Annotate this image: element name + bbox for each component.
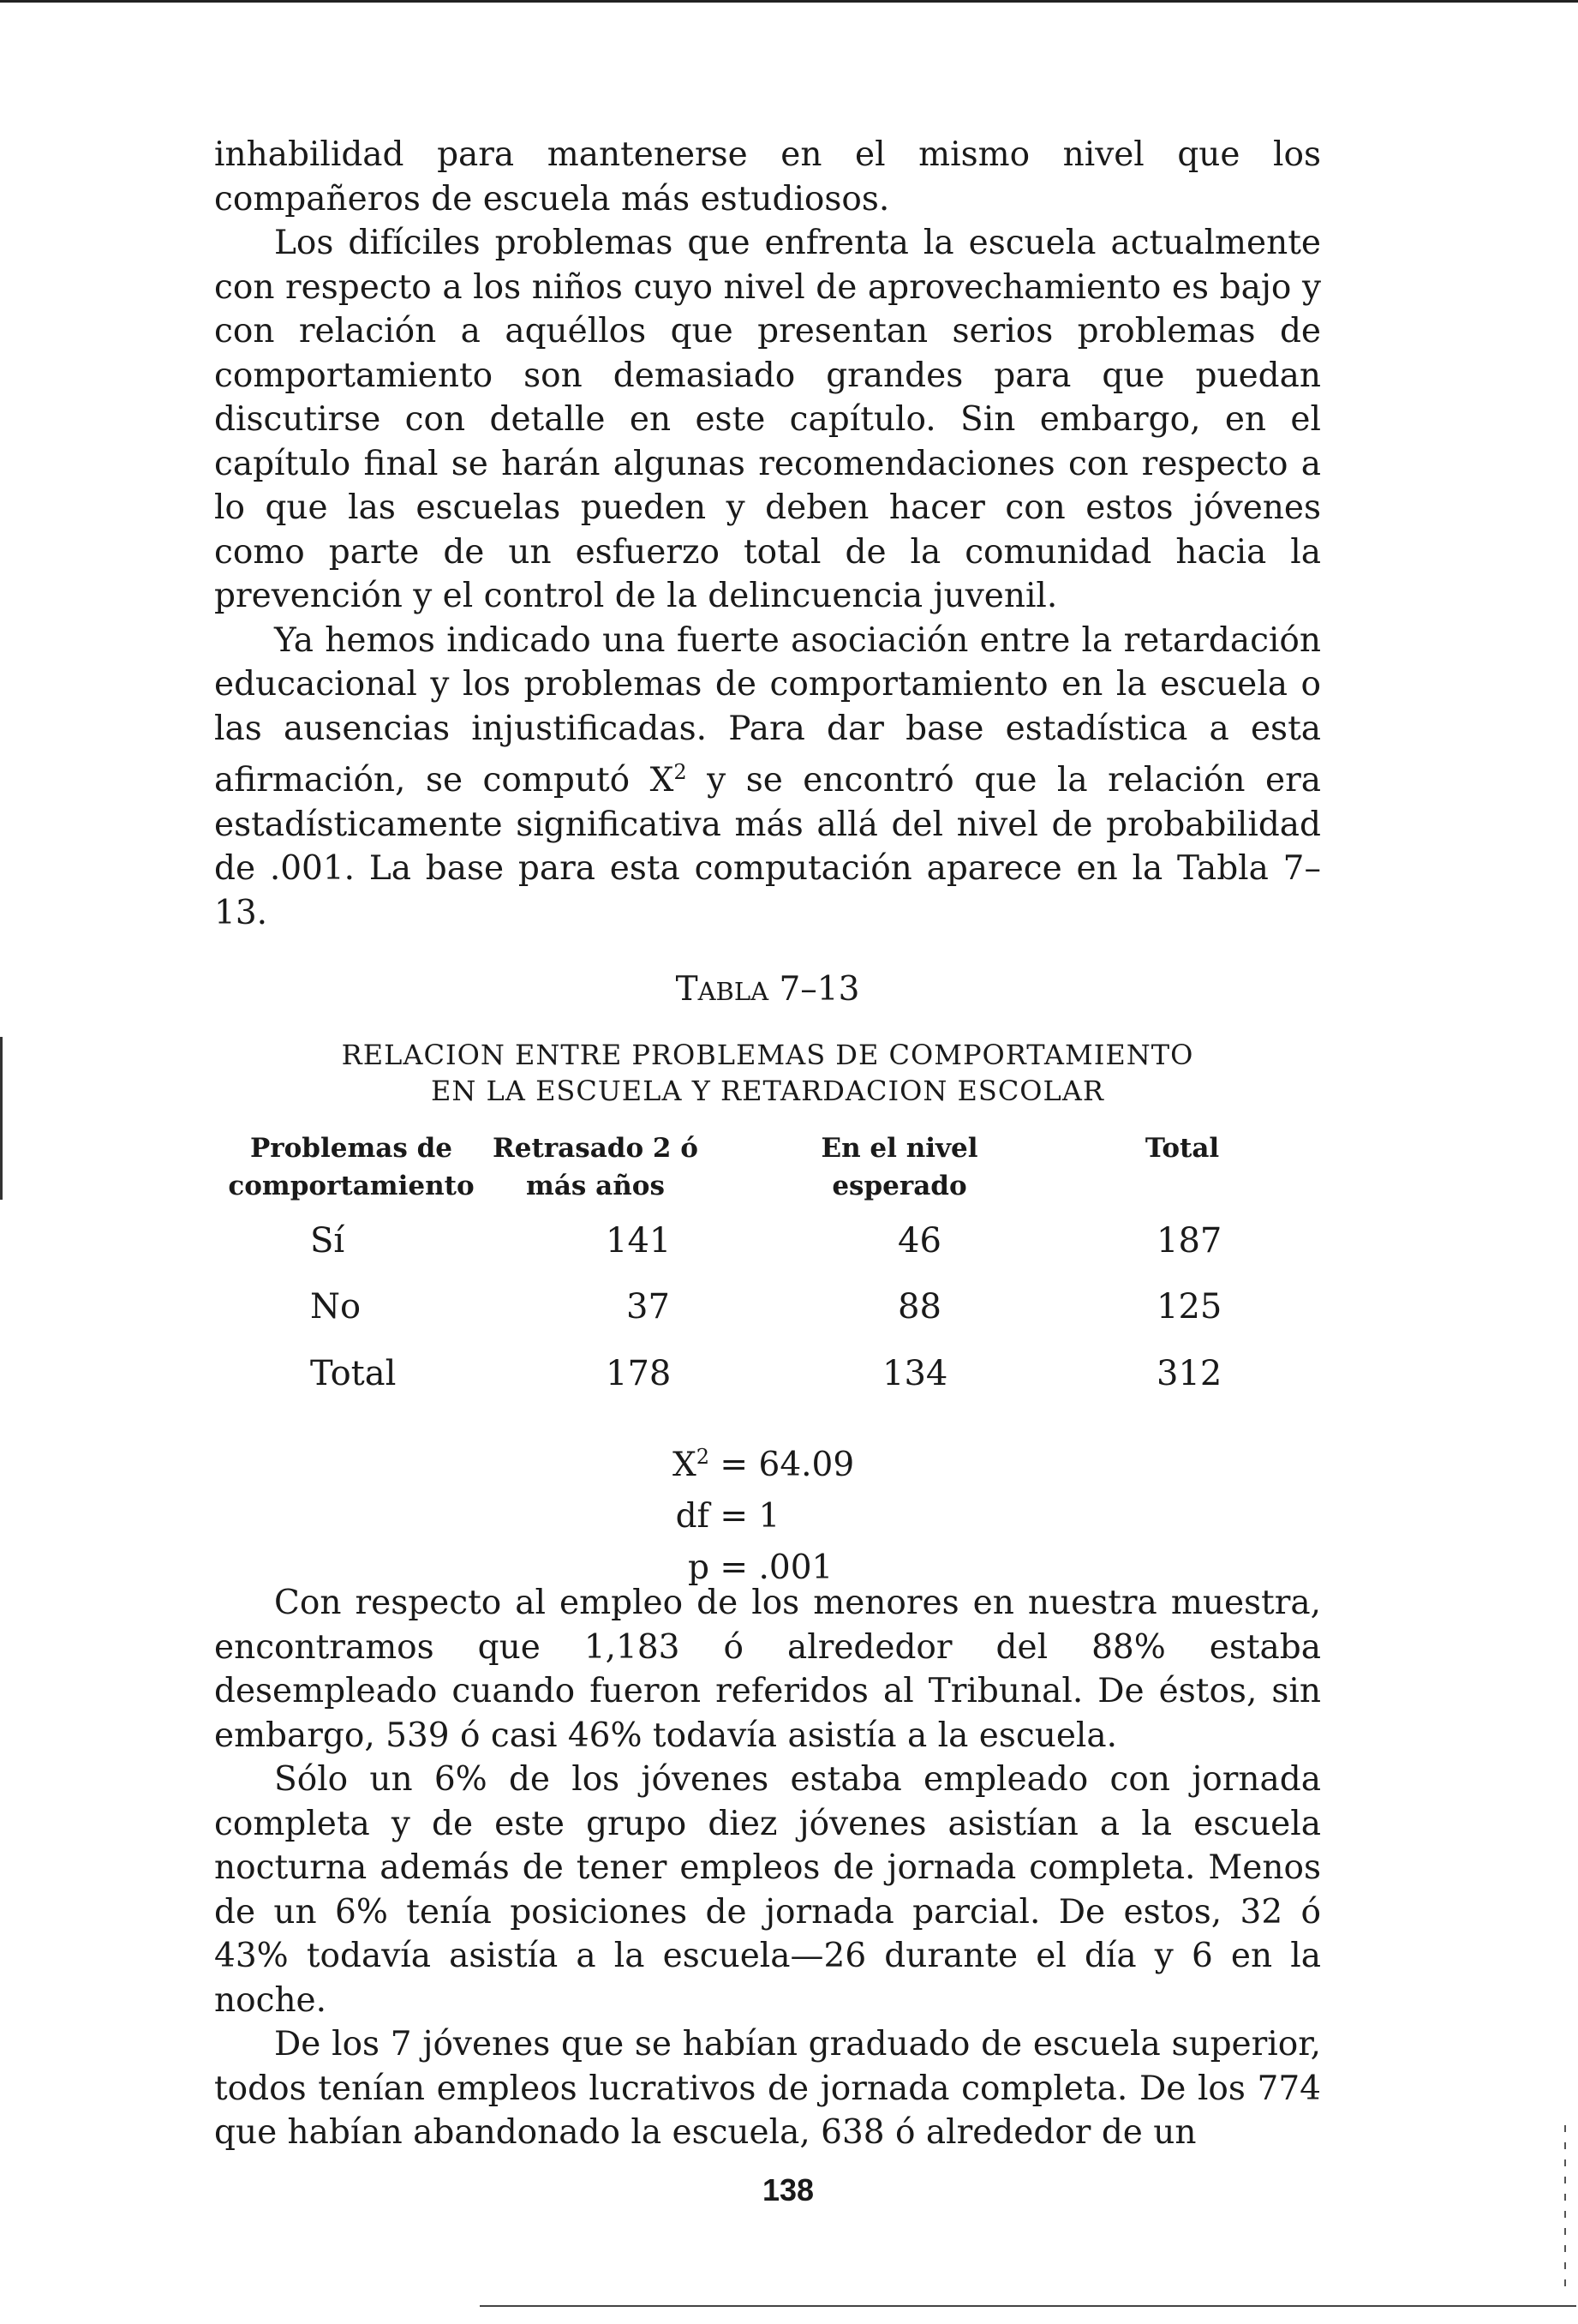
table-cell: 187 [1157, 1221, 1222, 1261]
paragraph-chi-square [214, 619, 1321, 936]
stat-label [651, 1431, 709, 1491]
table-cell: 88 [898, 1287, 941, 1327]
column-header-delayed-line2: más años [526, 1171, 665, 1201]
column-header-delayed [488, 1129, 702, 1205]
column-header-behavior-line1: Problemas de [249, 1133, 453, 1164]
stat-row-chi [651, 1431, 854, 1491]
paragraph-continuation: inhabilidad para mantenerse en el mismo nivel que los compañeros de escuela más estudiosos. [214, 135, 1321, 219]
top-edge-rule [0, 0, 1578, 3]
stat-label: p [688, 1548, 709, 1587]
bottom-edge-rule [480, 2305, 1576, 2307]
stat-value: 1 [758, 1497, 780, 1536]
stat-label-text: X [672, 1446, 696, 1484]
paragraph-school-problems: Los difíciles problemas que enfrenta la escuela actualmente con respecto a los niños cuyo nivel de aprovechamiento es bajo y con relación a aquéllos que presentan serios problemas de comportamiento son demasiado grandes para que puedan discutirse con detalle en este capítulo. Sin embargo, en el capítulo final se harán algunas recomendaciones con respecto a lo que las escuelas pueden y deben hacer con estos jóvenes como parte de un esfuerzo total de la comunidad hacia la prevención y el control de la delincuencia juvenil. [214, 224, 1321, 615]
table-heading [214, 1037, 1321, 1109]
table-cell: No [310, 1287, 362, 1327]
column-header-total-line1: Total [1145, 1133, 1220, 1164]
table-statistics [651, 1431, 854, 1594]
stat-value: 64.09 [758, 1446, 855, 1484]
table-label-rest: ABLA [697, 977, 769, 1006]
table-cell: 46 [898, 1221, 941, 1261]
table-cell: 178 [606, 1354, 672, 1393]
table-cell: 37 [626, 1287, 670, 1327]
table-number: 7–13 [768, 970, 860, 1009]
stat-value: .001 [758, 1548, 834, 1587]
chi-text-after: y se encontró que la relación era estadísticamente significativa más allá del nivel de probabilidad de .001. La base para esta computación aparece en la Tabla 7–13. [214, 761, 1321, 932]
column-header-behavior [223, 1129, 480, 1205]
column-header-total [1114, 1129, 1251, 1167]
stat-row-df [651, 1491, 854, 1542]
column-header-behavior-line2: comportamiento [228, 1171, 475, 1201]
stat-equals: = [720, 1497, 749, 1536]
chi-superscript: 2 [673, 760, 687, 784]
table-cell: 125 [1157, 1287, 1222, 1327]
table-heading-line2: EN LA ESCUELA Y RETARDACION ESCOLAR [431, 1075, 1104, 1107]
table-title [214, 970, 1321, 1009]
table-cell: 312 [1157, 1354, 1222, 1393]
table-cell: 141 [606, 1221, 672, 1261]
stat-equals: = [720, 1446, 749, 1484]
paragraph-employment: Con respecto al empleo de los menores en nuestra muestra, encontramos que 1,183 ó alrededor del 88% estaba desempleado cuando fueron referidos al Tribunal. De éstos, sin embargo, 539 ó casi 46% todavía asistía a la escuela. [214, 1584, 1321, 1755]
stat-superscript: 2 [696, 1445, 709, 1469]
stat-equals: = [720, 1548, 749, 1587]
left-margin-mark [0, 1037, 3, 1200]
page-number: 138 [762, 2172, 815, 2207]
table-label-first: T [675, 970, 698, 1009]
body-text-top [214, 133, 1321, 935]
table-cell: Sí [310, 1221, 345, 1261]
column-header-expected-line2: esperado [832, 1171, 967, 1201]
stat-label: df [675, 1497, 709, 1536]
body-text-bottom [214, 1581, 1321, 2155]
table-heading-line1: RELACION ENTRE PROBLEMAS DE COMPORTAMIENTO [341, 1039, 1194, 1071]
column-header-expected [797, 1129, 1002, 1205]
table-cell: 134 [882, 1354, 948, 1393]
column-header-expected-line1: En el nivel [821, 1133, 978, 1164]
column-header-delayed-line1: Retrasado 2 ó [493, 1133, 698, 1164]
paragraph-graduates: De los 7 jóvenes que se habían graduado de escuela superior, todos tenían empleos lucrativos de jornada completa. De los 774 que habían abandonado la escuela, 638 ó alrededor de un [214, 2025, 1321, 2152]
table-cell: Total [310, 1354, 397, 1393]
chi-text-before: Ya hemos indicado una fuerte asociación entre la retardación educacional y los problemas de comportamiento en la escuela o las ausencias injustificadas. Para dar base estadística a esta afirmación, se computó X [214, 620, 1321, 800]
paragraph-full-time: Sólo un 6% de los jóvenes estaba empleado con jornada completa y de este grupo diez jóvenes asistían a la escuela nocturna además de tener empleos de jornada completa. Menos de un 6% tenía posiciones de jornada parcial. De estos, 32 ó 43% todavía asistía a la escuela—26 durante el día y 6 en la noche. [214, 1760, 1321, 2020]
right-margin-dots [1564, 2125, 1566, 2297]
